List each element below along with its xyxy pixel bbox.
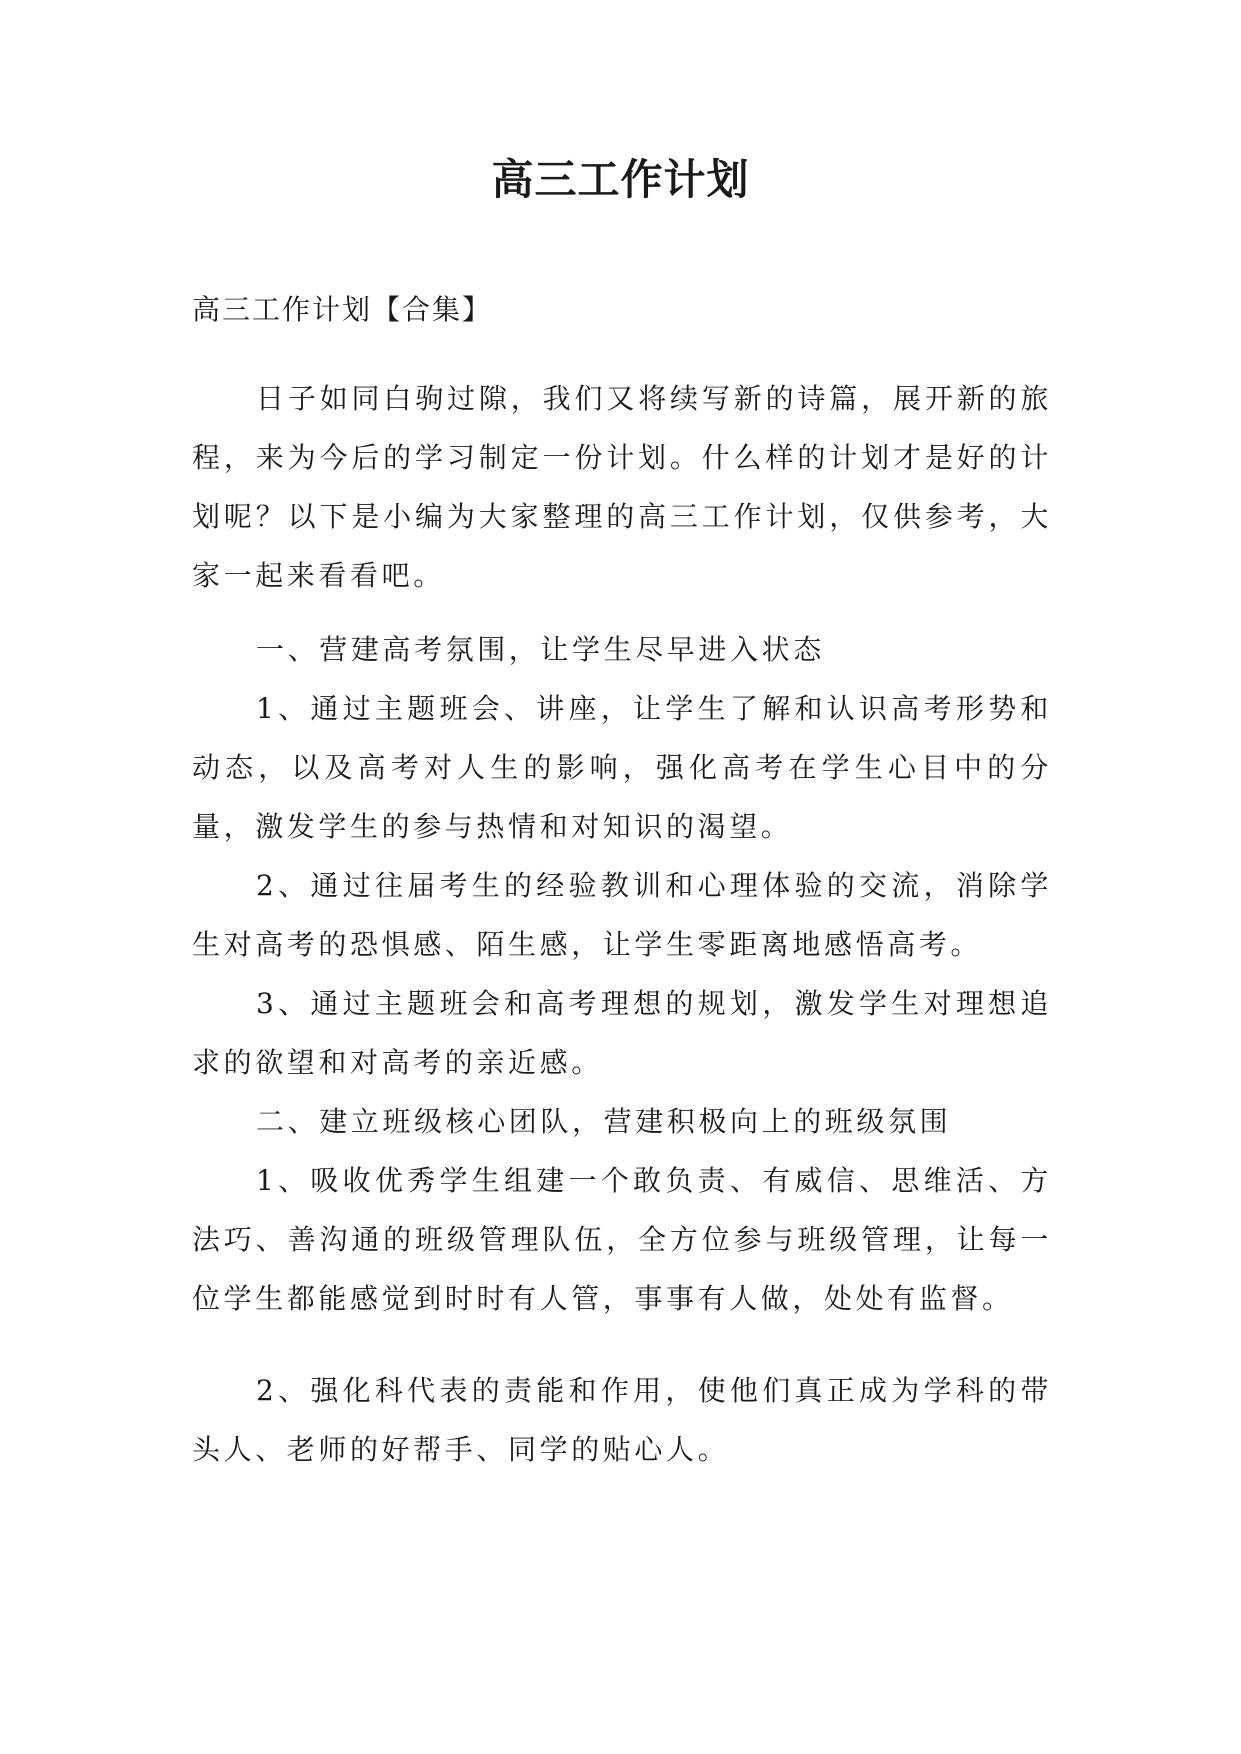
- section-2-item-1: 1、吸收优秀学生组建一个敢负责、有威信、思维活、方法巧、善沟通的班级管理队伍，全方位参与班级管理，让每一位学生都能感觉到时时有人管，事事有人做，处处有监督。: [192, 1164, 1052, 1315]
- section-heading-1: 一、营建高考氛围，让学生尽早进入状态: [256, 633, 825, 666]
- section-heading-2: 二、建立班级核心团队，营建积极向上的班级氛围: [256, 1105, 952, 1138]
- document-title: 高三工作计划: [491, 155, 750, 204]
- section-1-item-1: 1、通过主题班会、讲座，让学生了解和认识高考形势和动态，以及高考对人生的影响，强化高考在学生心目中的分量，激发学生的参与热情和对知识的渴望。: [192, 692, 1052, 843]
- intro-paragraph: 日子如同白驹过隙，我们又将续写新的诗篇，展开新的旅程，来为今后的学习制定一份计划。什么样的计划才是好的计划呢？以下是小编为大家整理的高三工作计划，仅供参考，大家一起来看看吧。: [192, 382, 1052, 592]
- section-1-item-2: 2、通过往届考生的经验教训和心理体验的交流，消除学生对高考的恐惧感、陌生感，让学生零距离地感悟高考。: [192, 869, 1052, 961]
- document-subtitle: 高三工作计划【合集】: [192, 293, 493, 326]
- section-1-item-3: 3、通过主题班会和高考理想的规划，激发学生对理想追求的欲望和对高考的亲近感。: [192, 987, 1052, 1079]
- section-2-item-2: 2、强化科代表的责能和作用，使他们真正成为学科的带头人、老师的好帮手、同学的贴心人。: [192, 1374, 1052, 1466]
